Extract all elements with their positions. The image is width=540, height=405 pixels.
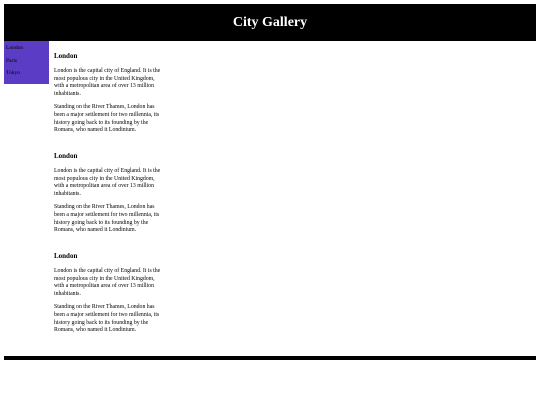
article <box>54 50 166 150</box>
article <box>54 250 166 350</box>
nav-link-tokyo[interactable]: Tokyo <box>6 70 20 77</box>
article-paragraph: Standing on the River Thames, London has been a major settlement for two millennia, its history going back to its founding by the Romans, who named it Londinium. <box>54 304 160 334</box>
article-paragraph: London is the capital city of England. It is the most populous city in the United Kingdom, with a metropolitan area of over 13 million inhabitants. <box>54 268 161 297</box>
article-paragraph: Standing on the River Thames, London has been a major settlement for two millennia, its history going back to its founding by the Romans, who named it Londinium. <box>54 204 160 234</box>
nav-item-paris[interactable] <box>4 55 49 68</box>
article-paragraph: London is the capital city of England. It is the most populous city in the United Kingdom, with a metropolitan area of over 13 million inhabitants. <box>54 168 161 197</box>
nav-link-london[interactable]: London <box>6 45 24 51</box>
article-paragraph: Standing on the River Thames, London has been a major settlement for two millennia, its history going back to its founding by the Romans, who named it Londinium. <box>54 104 160 134</box>
nav-link-paris[interactable]: Paris <box>6 57 17 64</box>
article <box>54 150 166 250</box>
main-content <box>54 50 166 350</box>
sidebar-nav <box>4 41 49 84</box>
article-title: London <box>54 252 78 260</box>
article-title: London <box>54 152 78 160</box>
article-paragraph: London is the capital city of England. It is the most populous city in the United Kingdom, with a metropolitan area of over 13 million inhabitants. <box>54 68 161 97</box>
nav-item-london[interactable] <box>4 42 49 55</box>
page-footer <box>4 356 536 360</box>
article-title: London <box>54 52 78 60</box>
page-title: City Gallery <box>232 14 308 30</box>
nav-item-tokyo[interactable] <box>4 67 49 80</box>
page-header <box>4 4 536 41</box>
